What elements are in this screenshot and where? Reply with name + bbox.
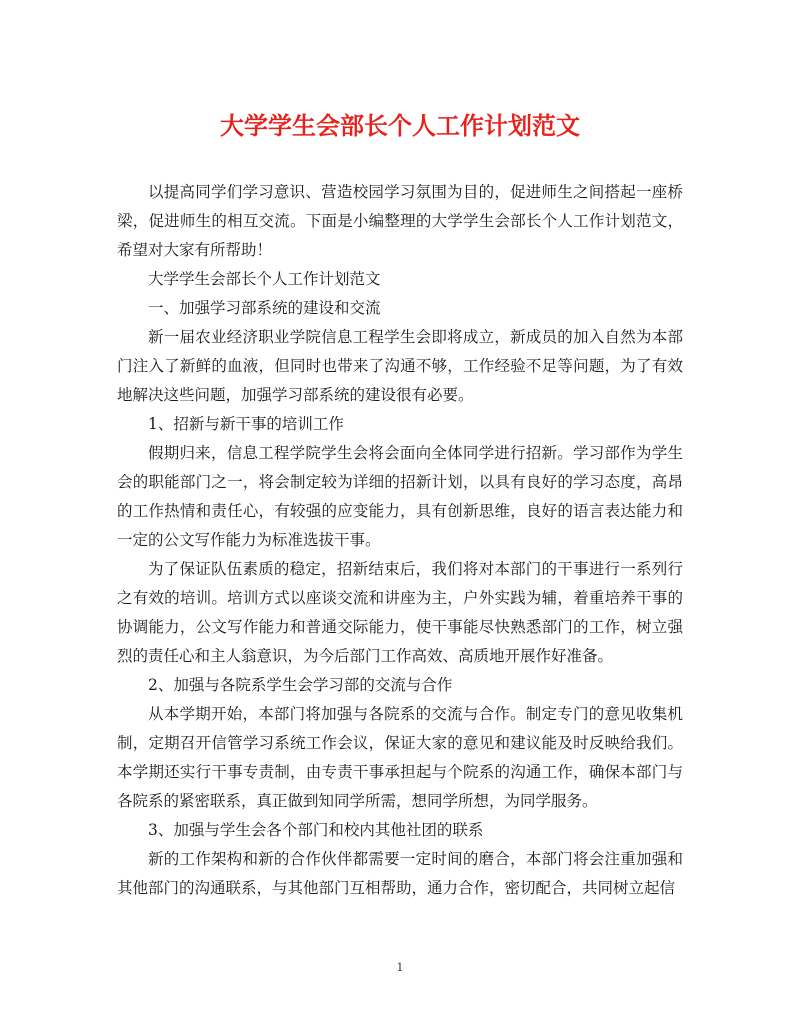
paragraph: 为了保证队伍素质的稳定，招新结束后，我们将对本部门的干事进行一系列行之有效的培训。培训方式以座谈交流和讲座为主，户外实践为辅，着重培养干事的协调能力，公文写作能力和普通交际能力，使干事能尽快熟悉部门的工作，树立强烈的责任心和主人翁意识，为今后部门工作高效、高质地开展作好准备。	[117, 560, 683, 665]
document-title: 大学学生会部长个人工作计划范文	[220, 111, 580, 140]
paragraph: 从本学期开始，本部门将加强与各院系的交流与合作。制定专门的意见收集机制，定期召开信管学习系统工作会议，保证大家的意见和建议能及时反映给我们。本学期还实行干事专责制，由专责干事承担起与个院系的沟通工作，确保本部门与各院系的紧密联系，真正做到知同学所需，想同学所想，为同学服务。	[117, 705, 683, 810]
section-heading-1: 一、加强学习部系统的建设和交流	[148, 299, 381, 317]
subsection-heading-3: 3、加强与学生会各个部门和校内其他社团的联系	[148, 821, 484, 839]
paragraph: 假期归来，信息工程学院学生会将会面向全体同学进行招新。学习部作为学生会的职能部门之一，将会制定较为详细的招新计划，以具有良好的学习态度，高昂的工作热情和责任心，有较强的应变能力，具有创新思维，良好的语言表达能力和一定的公文写作能力为标准选拔干事。	[117, 444, 683, 549]
paragraph-subtitle: 大学学生会部长个人工作计划范文	[148, 270, 381, 288]
paragraph: 新一届农业经济职业学院信息工程学生会即将成立，新成员的加入自然为本部门注入了新鲜的血液，但同时也带来了沟通不够，工作经验不足等问题，为了有效地解决这些问题，加强学习部系统的建设很有必要。	[117, 328, 683, 404]
subsection-heading-1: 1、招新与新干事的培训工作	[148, 415, 344, 433]
document-body	[117, 178, 683, 903]
paragraph: 新的工作架构和新的合作伙伴都需要一定时间的磨合，本部门将会注重加强和其他部门的沟通联系，与其他部门互相帮助，通力合作，密切配合，共同树立起信	[117, 850, 683, 897]
paragraph-intro: 以提高同学们学习意识、营造校园学习氛围为目的，促进师生之间搭起一座桥梁，促进师生的相互交流。下面是小编整理的大学学生会部长个人工作计划范文，希望对大家有所帮助！	[117, 183, 683, 259]
subsection-heading-2: 2、加强与各院系学生会学习部的交流与合作	[148, 676, 453, 694]
page-number: 1	[396, 961, 404, 974]
